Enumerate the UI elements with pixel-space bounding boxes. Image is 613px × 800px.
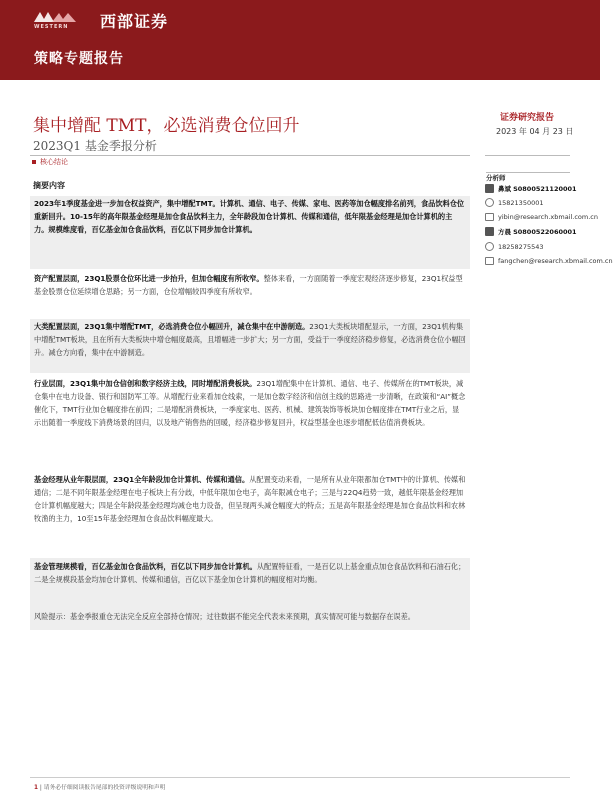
analyst-2-name: 方晨: [498, 228, 511, 236]
paragraph-scale: 基金管理规模看，百亿基金加仓食品饮料，百亿以下同步加仓计算机。从配置特征看，一是百亿以上基金重点加仓食品饮料和石油石化；二是全规模段基金均加仓计算机、传媒和通信，百亿以下基金加仓计算机的幅度相对均衡。: [34, 562, 466, 584]
analyst-1-email-row: [485, 211, 598, 222]
analyst-1-name: 鼻斌: [498, 185, 511, 193]
analyst-2-cert: S0800522060001: [513, 227, 577, 236]
analyst-1-phone-row: [485, 197, 544, 208]
phone-icon: [485, 242, 494, 251]
analyst-2-email[interactable]: fangchen@research.xbmail.com.cn: [498, 256, 613, 265]
email-icon: [485, 257, 494, 265]
email-icon: [485, 213, 494, 221]
section-label: 核心结论: [40, 158, 68, 166]
analyst-2-name-row: [485, 226, 577, 237]
paragraph-risk: 风险提示：基金季报重仓无法完全反应全部持仓情况；过往数据不能完全代表未来预期，真实情况可能与数据存在误差。: [34, 612, 415, 621]
paragraph-asset: 资产配置层面，23Q1股票仓位环比进一步抬升，但加仓幅度有所收窄。整体来看，一方面随着一季度宏观经济逐步修复，23Q1权益型基金股票仓位延续增仓思路；另一方面，仓位增幅较四季度有所收窄。: [34, 274, 463, 296]
phone-icon: [485, 198, 494, 207]
paragraph-industry: 行业层面，23Q1集中加仓信创和数字经济主线，同时增配消费板块。23Q1增配集中在计算机、通信、电子、传媒所在的TMT板块，减仓集中在电力设备、银行和国防军工等。从增配行业来看加仓线索，一是加仓数字经济和信创主线的思路进一步清晰，在政策和“AI”概念催化下，TMT行业加仓幅度排在前四；二是增配消费板块，一季度家电、医药、机械、建筑装饰等板块加仓幅度排在TMT行业之后，显示出随着一季度线下消费场景的回归，以及地产销售热的回暖，经济稳步修复回升，权益型基金也逐步增配低估值消费板块。: [34, 379, 466, 427]
analysts-label: 分析师: [486, 174, 506, 182]
summary-label: 摘要内容: [33, 181, 65, 190]
report-category: 证券研究报告: [500, 113, 555, 123]
report-date: 2023 年 04 月 23 日: [496, 127, 574, 136]
bullet-icon: [32, 160, 36, 164]
analyst-2-phone-row: [485, 241, 544, 252]
analyst-1-cert: S0800521120001: [513, 184, 577, 193]
paragraph-summary: 2023年1季度基金进一步加仓权益资产，集中增配TMT。计算机、通信、电子、传媒、家电、医药等加仓幅度排名前列，食品饮料仓位重新回升。10-15年的高年限基金经理是加仓食品饮料主力，全年龄段加仓计算机、传媒和通信，低年限基金经理是加仓计算机的主力。规模维度看，百亿基金加仓食品饮料，百亿以下同步加仓计算机。: [34, 199, 465, 234]
analyst-1-name-row: [485, 183, 577, 194]
paragraph-category: 大类配置层面，23Q1集中增配TMT，必选消费仓位小幅回升，减仓集中在中游制造。23Q1大类板块增配显示，一方面，23Q1机构集中增配TMT板块，且在所有大类板块中增仓幅度最高，且增幅进一步扩大；另一方面，受益于一季度经济稳步修复，必选消费仓位小幅回升。减仓方向看，集中在中游制造。: [34, 322, 466, 357]
footer-divider: [30, 777, 570, 778]
analyst-1-phone[interactable]: 15821350001: [498, 198, 544, 207]
person-icon: [485, 227, 494, 236]
sidebar-divider: [485, 155, 570, 156]
analyst-2-phone[interactable]: 18258275543: [498, 242, 544, 251]
footer-disclaimer: 请务必仔细阅读报告尾部的投资评级说明和声明: [43, 785, 166, 791]
page-title: 集中增配 TMT，必选消费仓位回升: [33, 116, 300, 136]
page-number: 1: [34, 785, 39, 791]
analyst-2-email-row: [485, 255, 613, 266]
footer: 1 | 请务必仔细阅读报告尾部的投资评级说明和声明: [34, 785, 166, 791]
western-logo-icon: [32, 10, 78, 24]
analyst-1-email[interactable]: yibin@research.xbmail.com.cn: [498, 212, 598, 221]
brand-english: WESTERN: [34, 24, 69, 30]
brand-name: 西部证券: [100, 12, 169, 31]
header-band: [0, 0, 600, 80]
paragraph-tenure: 基金经理从业年限层面，23Q1全年龄段加仓计算机、传媒和通信。从配置变动来看，一是所有从业年限都加仓TMT中的计算机、传媒和通信；二是不同年限基金经理在电子板块上有分歧，中低年限加仓电子，高年限减仓电子；三是与22Q4趋势一致，越低年限基金经理加仓计算机幅度越大；四是全年龄段基金经理均减仓电力设备，但呈现两头减仓幅度大的特点；五是高年限基金经理是加仓食品饮料和农林牧渔的主力，10至15年基金经理加仓食品饮料幅度最大。: [34, 475, 466, 523]
report-type: 策略专题报告: [34, 51, 124, 67]
page-subtitle: 2023Q1 基金季报分析: [33, 139, 157, 153]
person-icon: [485, 184, 494, 193]
section-divider: [30, 155, 470, 167]
